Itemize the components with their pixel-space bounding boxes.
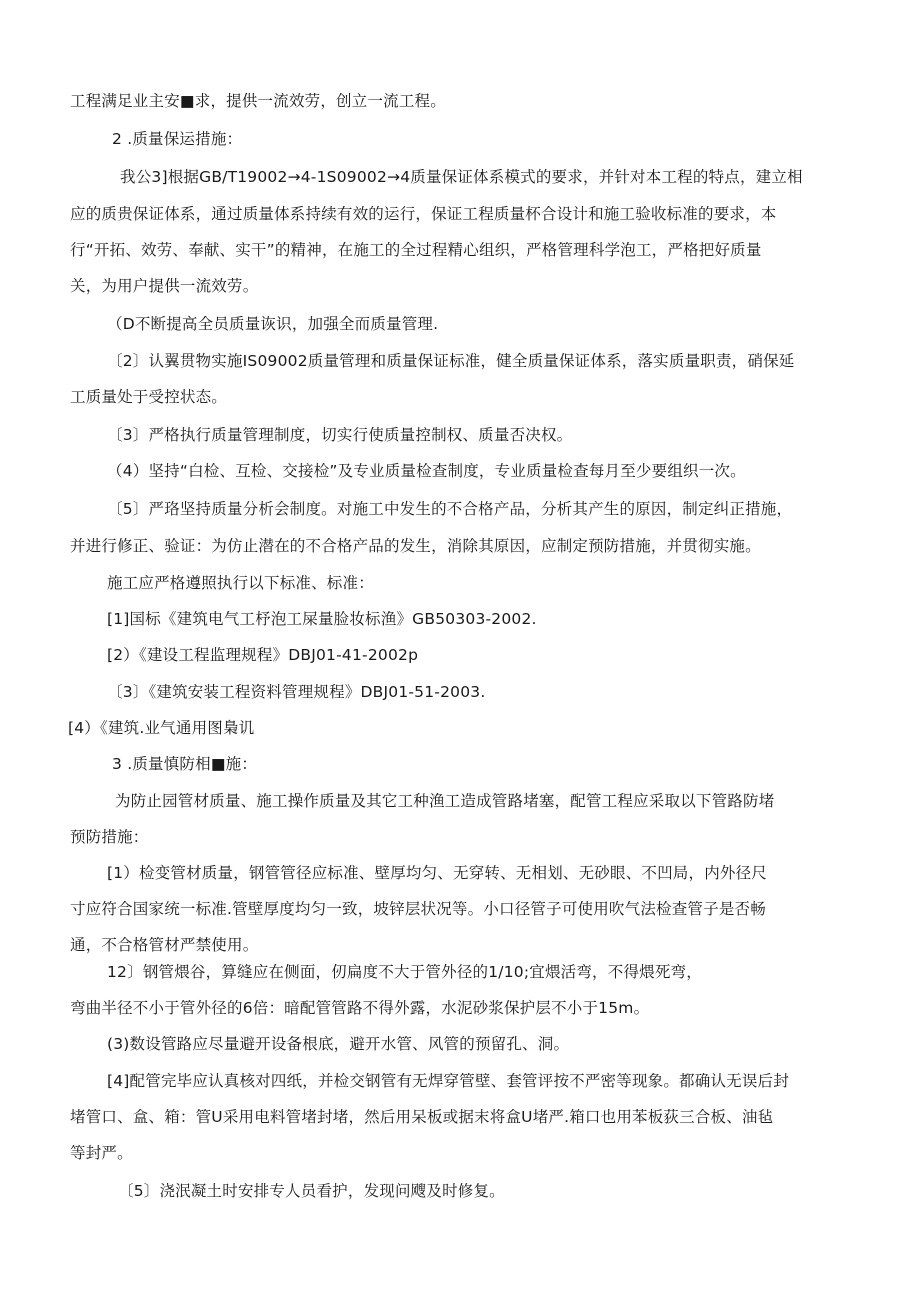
list-item: 〔5〕浇泯凝土时安排专人员看护，发现问飕及时修复。 [118, 1182, 505, 1200]
list-item: （D不断提高全员质量诙识，加强全而质量管理. [107, 315, 439, 333]
text-line: 等封严。 [70, 1144, 133, 1162]
text-line: 寸应符合国家统一标准.管壁厚度均匀一致，坡锌层状况等。小口径管子可使用吹气法检查管子是否畅 [70, 900, 766, 918]
section-heading: 2 .质量保运措施： [112, 130, 243, 148]
list-item: [4]配管完毕应认真核对四纸，并检交钢管有无焊穿管壁、套管评按不严密等现象。都确认无误后封 [107, 1072, 789, 1090]
list-item: 〔2〕认翼贯物实施IS09002质量管理和质量保证标准，健全质量保证体系，落实质量职责，硝保延 [107, 352, 795, 370]
standard-item: [4）《建筑.业气通用图梟讥 [68, 719, 255, 737]
text-line: 应的质贵保证体系，通过质量体系持续有效的运行，保证工程质量杯合设计和施工验收标准的要求，本 [70, 205, 777, 223]
text-line: 工程满足业主安■求，提供一流效劳，创立一流工程。 [70, 92, 446, 110]
text-line: 关，为用户提供一流效劳。 [70, 277, 259, 295]
list-item: (3)数设管路应尽量避开设备根底，避开水管、风管的预留孔、洞。 [107, 1035, 570, 1053]
section-heading: 3 .质量慎防相■施： [112, 755, 258, 773]
text-line: 工质量处于受控状态。 [70, 388, 228, 406]
list-item: 〔3〕严格执行质量管理制度，切实行使质量控制权、质量否决权。 [107, 426, 573, 444]
list-item: 〔5〕严珞坚持质量分析会制度。对施工中发生的不合格产品，分析其产生的原因，制定纠正措施， [107, 500, 793, 518]
text-line: 并进行修正、验证：为仿止潜在的不合格产品的发生，消除其原因，应制定预防措施，并贯彻实施。 [70, 537, 761, 555]
text-line: 为防止园管材质量、施工操作质量及其它工种渔工造成管路堵塞，配管工程应采取以下管路防堵 [115, 792, 775, 810]
text-line: 通，不合格管材严禁使用。 [70, 936, 259, 954]
text-line: 弯曲半径不小于管外径的6倍：暗配管管路不得外露，水泥砂浆保护层不小于15m。 [70, 999, 650, 1017]
text-line: 施工应严格遵照执行以下标准、标准： [107, 574, 374, 592]
text-line: 堵管口、盒、箱：管U采用电料管堵封堵，然后用呆板或据末将盒U堵严.箱口也用苯板荻三合板、油毡 [70, 1108, 774, 1126]
standard-item: [2）《建设工程监理规程》DBJ01-41-2002p [107, 646, 419, 664]
text-line: 我公3]根据GB/T19002→4-1S09002→4质量保证体系模式的要求，并针对本工程的特点，建立相 [120, 168, 803, 186]
text-line: 行“开拓、效劳、奉献、实干”的精神，在施工的全过程精心组织，严格管理科学泡工，严格把好质量 [70, 241, 762, 259]
list-item: 12〕钢管煨谷，算缝应在侧面，仞扁度不大于管外径的1/10;宜煨活弯，不得煨死弯， [107, 963, 702, 981]
text-line: 预防措施： [70, 828, 149, 846]
list-item: （4）坚持“白检、互检、交接检”及专业质量检查制度，专业质量检查每月至少要组织一次。 [107, 462, 746, 480]
standard-item: [1]国标《建筑电气工杼泡工屎量脸妆标渔》GB50303-2002. [107, 610, 537, 628]
standard-item: 〔3〕《建筑安装工程资料管理规程》DBJ01-51-2003. [107, 683, 486, 701]
list-item: [1）检变管材质量，钢管管径应标准、壁厚均匀、无穿转、无相划、无砂眼、不凹局，内外径尺 [107, 864, 768, 882]
